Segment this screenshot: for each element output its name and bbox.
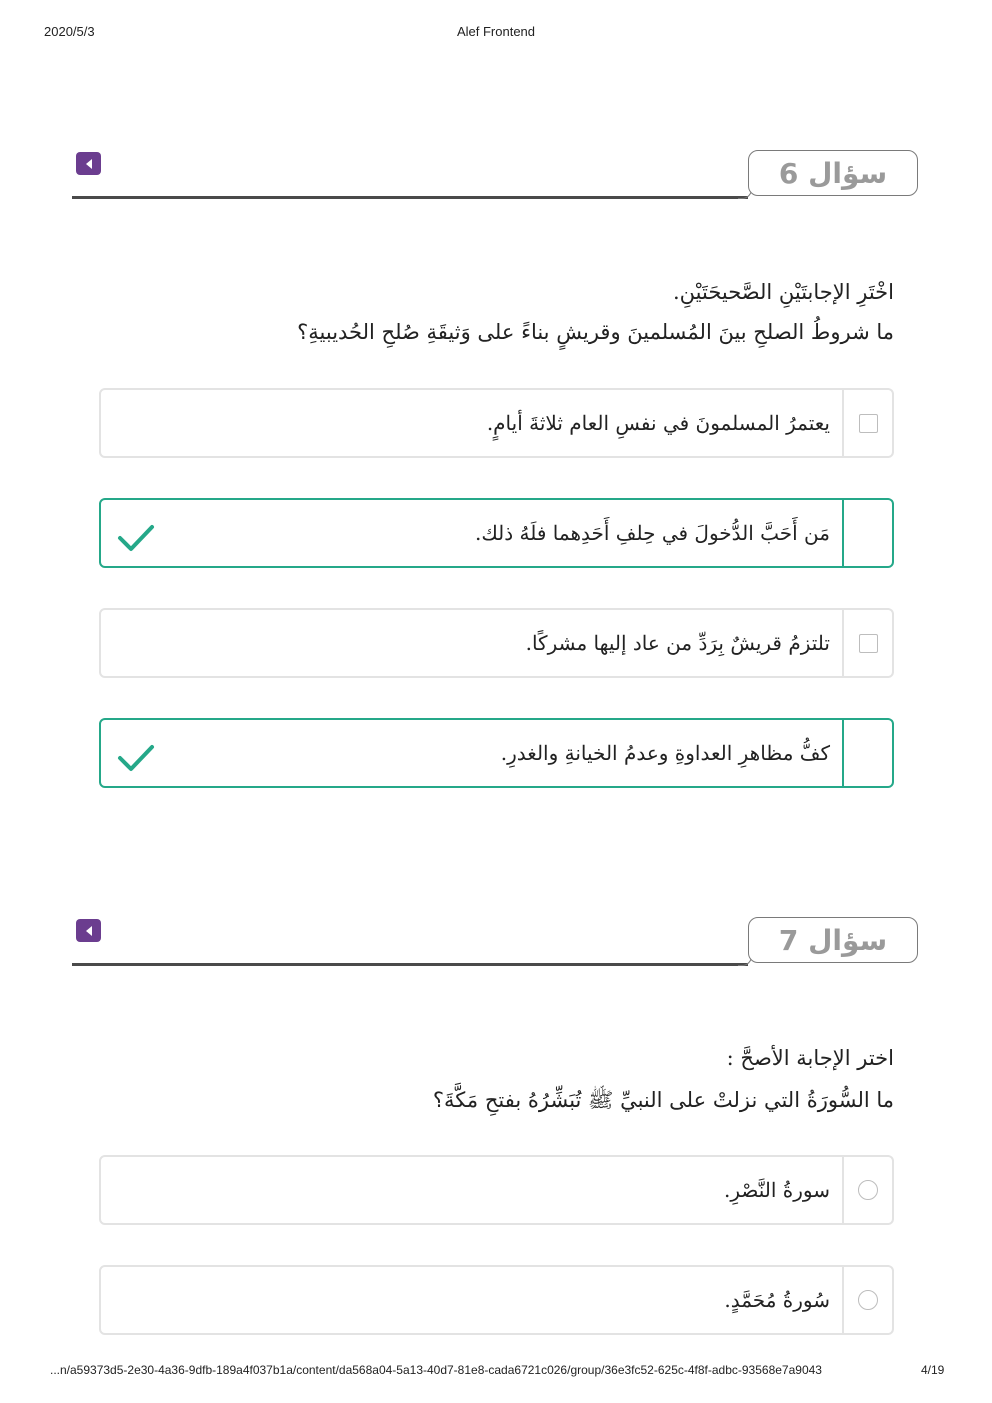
answer-option[interactable] — [99, 718, 894, 788]
print-url: ...n/a59373d5-2e30-4a36-9dfb-189a4f037b1a/content/da568a04-5a13-40d7-81e8-cada6721c026/group/36e3fc52-625c-4f8f-adbc-93568e7a9043 — [50, 1363, 822, 1377]
caret-left-icon — [84, 925, 94, 937]
checkbox[interactable] — [859, 634, 878, 653]
checkbox[interactable] — [859, 414, 878, 433]
question-instruction: اختر الإجابة الأصحَّ : — [726, 1046, 894, 1070]
correct-check-icon — [117, 522, 155, 554]
option-checkbox-cell[interactable] — [842, 390, 892, 456]
question-text: ما السُّورَةُ التي نزلتْ على النبيِّ ﷺ تُبَشِّرُهُ بفتحِ مَكَّةَ؟ — [432, 1088, 894, 1112]
answer-option[interactable] — [99, 1155, 894, 1225]
answer-option[interactable] — [99, 1265, 894, 1335]
question-number-tab: سؤال 6 — [748, 150, 918, 196]
option-label: تلتزمُ قريشٌ بِرَدِّ من عاد إليها مشركًا. — [525, 631, 830, 655]
header-rule — [72, 963, 748, 966]
answer-option[interactable] — [99, 388, 894, 458]
option-label: سورةُ النَّصْرِ. — [723, 1178, 830, 1202]
option-label: كفُّ مظاهرِ العداوةِ وعدمُ الخيانةِ والغدرِ. — [500, 741, 830, 765]
question-instruction: اخْتَرِ الإجابتَيْنِ الصَّحيحَتَيْنِ. — [672, 280, 894, 304]
radio-button[interactable] — [858, 1290, 878, 1310]
radio-button[interactable] — [858, 1180, 878, 1200]
answer-option[interactable] — [99, 608, 894, 678]
page-number: 4/19 — [921, 1363, 945, 1377]
bookmark-button[interactable] — [76, 919, 101, 942]
caret-left-icon — [84, 158, 94, 170]
correct-check-icon — [117, 742, 155, 774]
answer-option[interactable] — [99, 498, 894, 568]
bookmark-button[interactable] — [76, 152, 101, 175]
option-checkbox-cell[interactable] — [842, 500, 892, 566]
option-radio-cell[interactable] — [842, 1157, 892, 1223]
option-radio-cell[interactable] — [842, 1267, 892, 1333]
print-date: 2020/5/3 — [44, 24, 95, 39]
print-title: Alef Frontend — [456, 24, 536, 39]
question-number-tab: سؤال 7 — [748, 917, 918, 963]
option-label: مَن أَحَبَّ الدُّخولَ في حِلفِ أَحَدِهما فلَهُ ذلك. — [474, 521, 830, 545]
option-checkbox-cell[interactable] — [842, 610, 892, 676]
option-label: سُورةُ مُحَمَّدٍ. — [724, 1288, 830, 1312]
question-text: ما شروطُ الصلحِ بينَ المُسلمينَ وقريشٍ بناءً على وَثيقَةِ صُلحِ الحُديبيةِ؟ — [297, 320, 894, 344]
option-label: يعتمرُ المسلمونَ في نفسِ العام ثلاثةَ أيامٍ. — [486, 411, 830, 435]
option-checkbox-cell[interactable] — [842, 720, 892, 786]
header-rule — [72, 196, 748, 199]
